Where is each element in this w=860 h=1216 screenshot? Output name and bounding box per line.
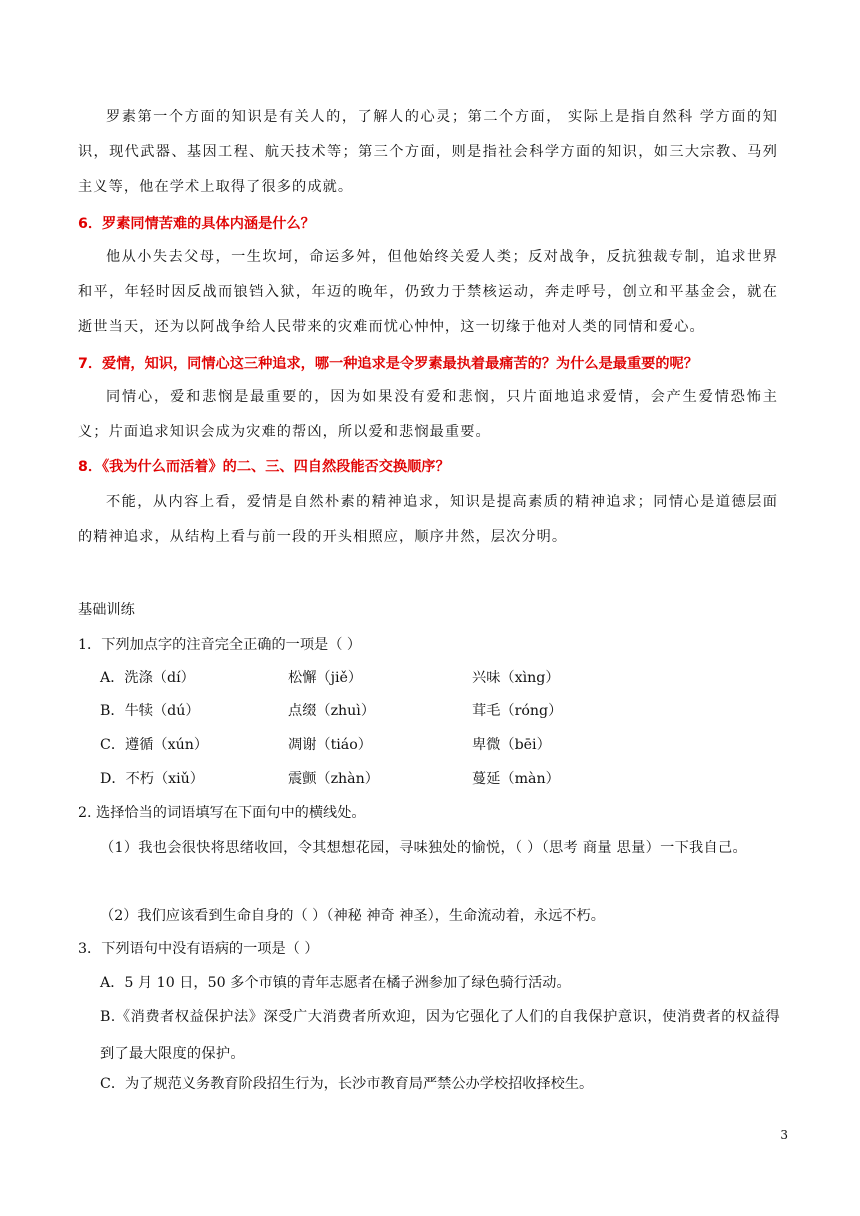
section-title: 基础训练	[78, 602, 135, 618]
option-cell: A．洗涤（dí）	[100, 670, 195, 686]
option-cell: D．不朽（xiǔ）	[100, 771, 204, 787]
question-8: 8．《我为什么而活着》的二、三、四自然段能否交换顺序？	[78, 459, 450, 475]
exercise-1-option-b	[100, 699, 620, 723]
exercise-1-option-a	[100, 666, 620, 690]
option-cell: 震颤（zhàn）	[288, 771, 379, 787]
exercise-2-sentence-1: （1）我也会很快将思绪收回，令其想想花园，寻味独处的愉悦，（ ）（思考 商量 思量）一下我自己。	[100, 840, 748, 856]
answer-8: 不能，从内容上看，爱情是自然朴素的精神追求，知识是提高素质的精神追求；同情心是道德层面的精神追求，从结构上看与前一段的开头相照应，顺序井然，层次分明。	[78, 494, 778, 545]
exercise-2-sentence-2: （2）我们应该看到生命自身的（ ）（神秘 神奇 神圣），生命流动着，永远不朽。	[100, 908, 605, 924]
question-6: 6．罗素同情苦难的具体内涵是什么？	[78, 216, 315, 232]
exercise-3-option-c: C．为了规范义务教育阶段招生行为，长沙市教育局严禁公办学校招收择校生。	[100, 1076, 594, 1092]
page-number: 3	[780, 1128, 788, 1142]
answer-7: 同情心，爱和悲悯是最重要的，因为如果没有爱和悲悯，只片面地追求爱情，会产生爱情恐怖主义；片面追求知识会成为灾难的帮凶，所以爱和悲悯最重要。	[78, 389, 778, 440]
option-cell: 蔓延（màn）	[472, 771, 560, 787]
exercise-1-option-d	[100, 767, 620, 791]
option-cell: 茸毛（róng）	[472, 703, 563, 719]
option-cell: 卑微（bēi）	[472, 737, 551, 753]
option-cell: 兴味（xìng）	[472, 670, 560, 686]
option-cell: C．遵循（xún）	[100, 737, 209, 753]
exercise-2-stem: 2. 选择恰当的词语填写在下面句中的横线处。	[78, 805, 366, 821]
option-cell: 凋谢（tiáo）	[288, 737, 372, 753]
exercise-3-option-b: B.《消费者权益保护法》深受广大消费者所欢迎，因为它强化了人们的自我保护意识，使消费者的权益得到了最大限度的保护。	[100, 1009, 780, 1062]
option-cell: 点缀（zhuì）	[288, 703, 376, 719]
answer-6: 他从小失去父母，一生坎坷，命运多舛，但他始终关爱人类；反对战争，反抗独裁专制，追求世界和平，年轻时因反战而锒铛入狱，年迈的晚年，仍致力于禁核运动，奔走呼号，创立和平基金会，就在逝世当天，还为以阿战争给人民带来的灾难而忧心忡忡，这一切缘于他对人类的同情和爱心。	[78, 249, 778, 335]
option-cell: B．牛犊（dú）	[100, 703, 200, 719]
question-7: 7．爱情，知识，同情心这三种追求，哪一种追求是令罗素最执着最痛苦的？为什么是最重要的呢？	[78, 356, 698, 372]
exercise-1-option-c	[100, 733, 620, 757]
exercise-1-stem: 1．下列加点字的注音完全正确的一项是（ ）	[78, 637, 362, 653]
passage-paragraph-1: 罗素第一个方面的知识是有关人的，了解人的心灵；第二个方面， 实际上是指自然科 学方面的知识，现代武器、基因工程、航天技术等；第三个方面，则是指社会科学方面的知识，如三大宗教、马列主义等，他在学术上取得了很多的成就。	[78, 109, 778, 195]
exercise-3-option-a: A．5 月 10 日，50 多个市镇的青年志愿者在橘子洲参加了绿色骑行活动。	[100, 975, 571, 991]
option-cell: 松懈（jiě）	[288, 670, 363, 686]
exercise-3-stem: 3．下列语句中没有语病的一项是（ ）	[78, 941, 319, 957]
